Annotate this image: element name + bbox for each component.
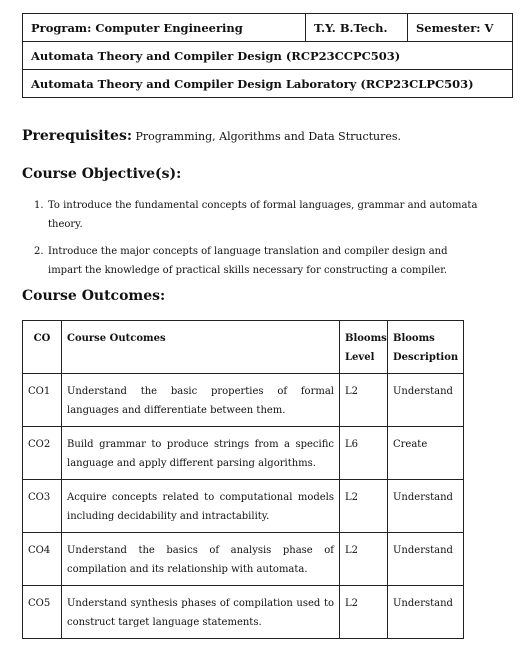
- cell-outcome: Acquire concepts related to computational models including decidability and intractability.: [62, 480, 340, 533]
- cell-desc: Understand: [388, 374, 464, 427]
- table-header-row: [23, 321, 464, 374]
- cell-co: CO1: [23, 374, 62, 427]
- cell-co: CO2: [23, 427, 62, 480]
- outcomes-heading: Course Outcomes:: [22, 288, 166, 304]
- cell-outcome: Build grammar to produce strings from a specific language and apply different parsing algorithms.: [62, 427, 340, 480]
- objective-text: Introduce the major concepts of language translation and compiler design and impart the knowledge of practical skills necessary for constructing a compiler.: [48, 246, 448, 276]
- objectives-heading: Course Objective(s):: [22, 166, 182, 182]
- course-theory-cell: Automata Theory and Compiler Design (RCP23CCPC503): [31, 48, 401, 63]
- prerequisites-label: Prerequisites:: [22, 128, 133, 144]
- table-row: [23, 480, 464, 533]
- header-co: CO: [23, 321, 62, 374]
- cell-outcome: Understand the basic properties of formal languages and differentiate between them.: [62, 374, 340, 427]
- course-outcomes-table: [22, 320, 464, 639]
- cell-level: L2: [340, 374, 388, 427]
- prerequisites-text: Programming, Algorithms and Data Structures.: [135, 130, 402, 143]
- cell-level: L6: [340, 427, 388, 480]
- header-outcome: Course Outcomes: [62, 321, 340, 374]
- cell-co: CO3: [23, 480, 62, 533]
- objectives-list: [34, 196, 479, 288]
- semester-cell: Semester: V: [416, 20, 494, 35]
- table-row: [23, 427, 464, 480]
- cell-level: L2: [340, 533, 388, 586]
- header-row-program: [23, 14, 512, 42]
- header-level: Blooms Level: [340, 321, 388, 374]
- table-row: [23, 374, 464, 427]
- objective-text: To introduce the fundamental concepts of formal languages, grammar and automata theory.: [48, 200, 478, 230]
- cell-outcome: Understand the basics of analysis phase of compilation and its relationship with automata.: [62, 533, 340, 586]
- year-cell: T.Y. B.Tech.: [306, 14, 408, 41]
- cell-desc: Understand: [388, 533, 464, 586]
- cell-level: L2: [340, 586, 388, 639]
- cell-desc: Understand: [388, 586, 464, 639]
- objective-number: 2.: [34, 246, 44, 257]
- cell-desc: Understand: [388, 480, 464, 533]
- header-row-lab: [23, 70, 512, 97]
- program-cell: Program: Computer Engineering: [23, 14, 306, 41]
- course-lab-cell: Automata Theory and Compiler Design Laboratory (RCP23CLPC503): [31, 76, 474, 91]
- cell-level: L2: [340, 480, 388, 533]
- objective-item: [34, 196, 479, 234]
- objective-item: [34, 242, 479, 280]
- cell-co: CO5: [23, 586, 62, 639]
- cell-desc: Create: [388, 427, 464, 480]
- cell-co: CO4: [23, 533, 62, 586]
- course-header-table: [22, 13, 513, 98]
- objective-number: 1.: [34, 200, 44, 211]
- table-row: [23, 533, 464, 586]
- prerequisites: [22, 128, 401, 144]
- table-row: [23, 586, 464, 639]
- header-row-theory: [23, 42, 512, 70]
- cell-outcome: Understand synthesis phases of compilation used to construct target language statements.: [62, 586, 340, 639]
- header-desc: Blooms Description: [388, 321, 464, 374]
